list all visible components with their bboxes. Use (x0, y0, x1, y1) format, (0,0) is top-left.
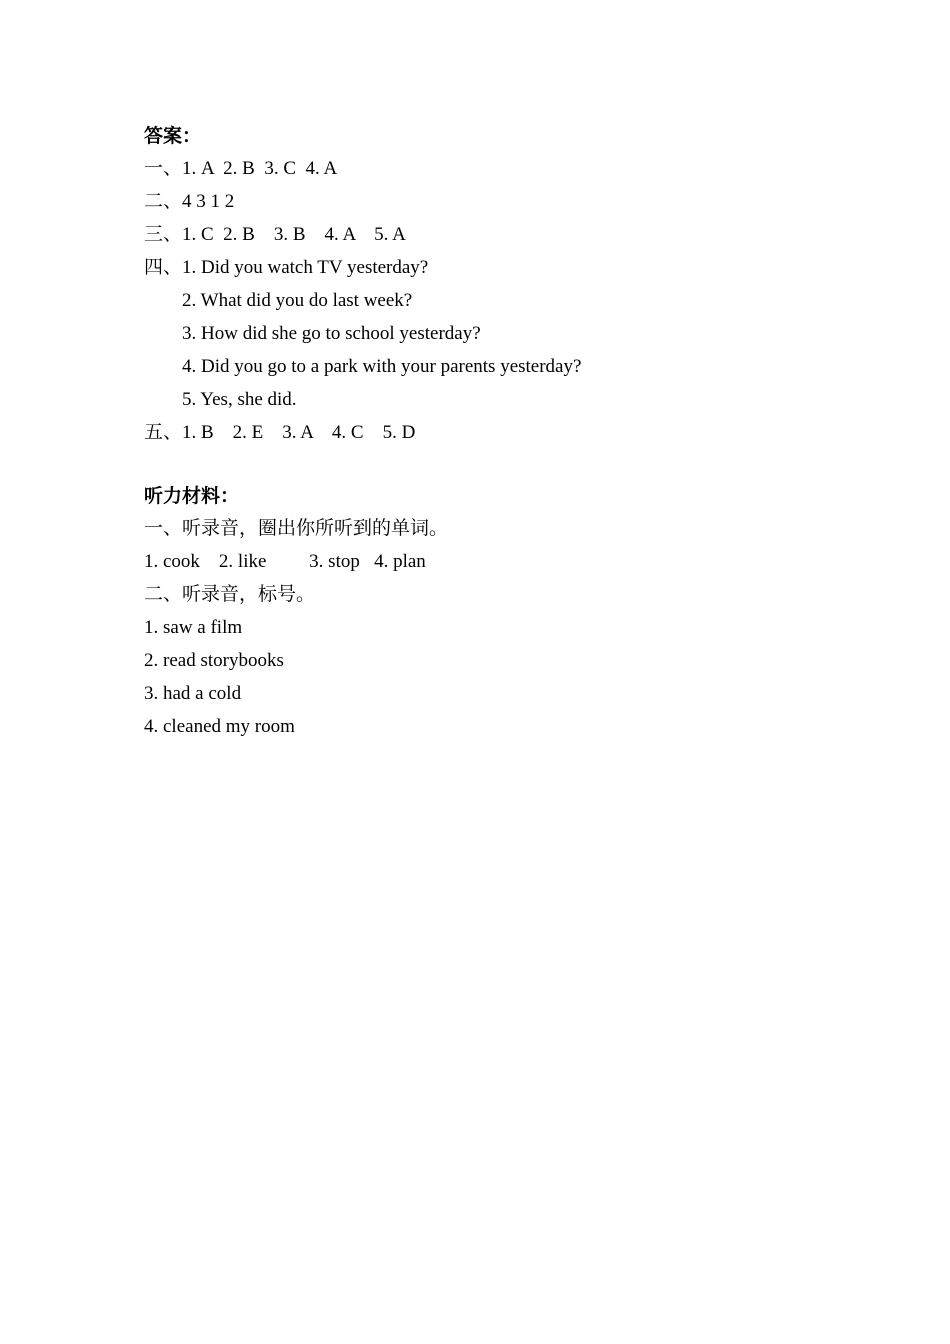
answers-title: 答案： (144, 126, 202, 147)
answer-row-1: 一、1. A 2. B 3. C 4. A (144, 158, 338, 179)
listening-part1-instruction: 一、听录音，圈出你所听到的单词。 (144, 518, 449, 539)
document-page (144, 122, 824, 743)
answer-row-4-item-2: 2. What did you do last week? (182, 290, 413, 311)
answer-row-5: 五、1. B 2. E 3. A 4. C 5. D (144, 422, 416, 443)
listening-title: 听力材料： (144, 486, 240, 507)
answer-row-4-first: 四、1. Did you watch TV yesterday? (144, 257, 429, 278)
answer-row-4-item-5: 5. Yes, she did. (182, 389, 297, 410)
listening-part2-instruction: 二、听录音，标号。 (144, 584, 316, 605)
answer-row-4-item-3: 3. How did she go to school yesterday? (182, 323, 481, 344)
section-spacer (144, 449, 824, 482)
answer-row-2: 二、4 3 1 2 (144, 191, 235, 212)
listening-part2-item-2: 2. read storybooks (144, 650, 284, 671)
listening-part1-words: 1. cook 2. like 3. stop 4. plan (144, 551, 426, 572)
listening-part2-item-4: 4. cleaned my room (144, 716, 295, 737)
answer-row-3: 三、1. C 2. B 3. B 4. A 5. A (144, 224, 406, 245)
answer-row-4-item-4: 4. Did you go to a park with your parents yesterday? (182, 356, 582, 377)
listening-part2-item-1: 1. saw a film (144, 617, 243, 638)
listening-part2-item-3: 3. had a cold (144, 683, 242, 704)
